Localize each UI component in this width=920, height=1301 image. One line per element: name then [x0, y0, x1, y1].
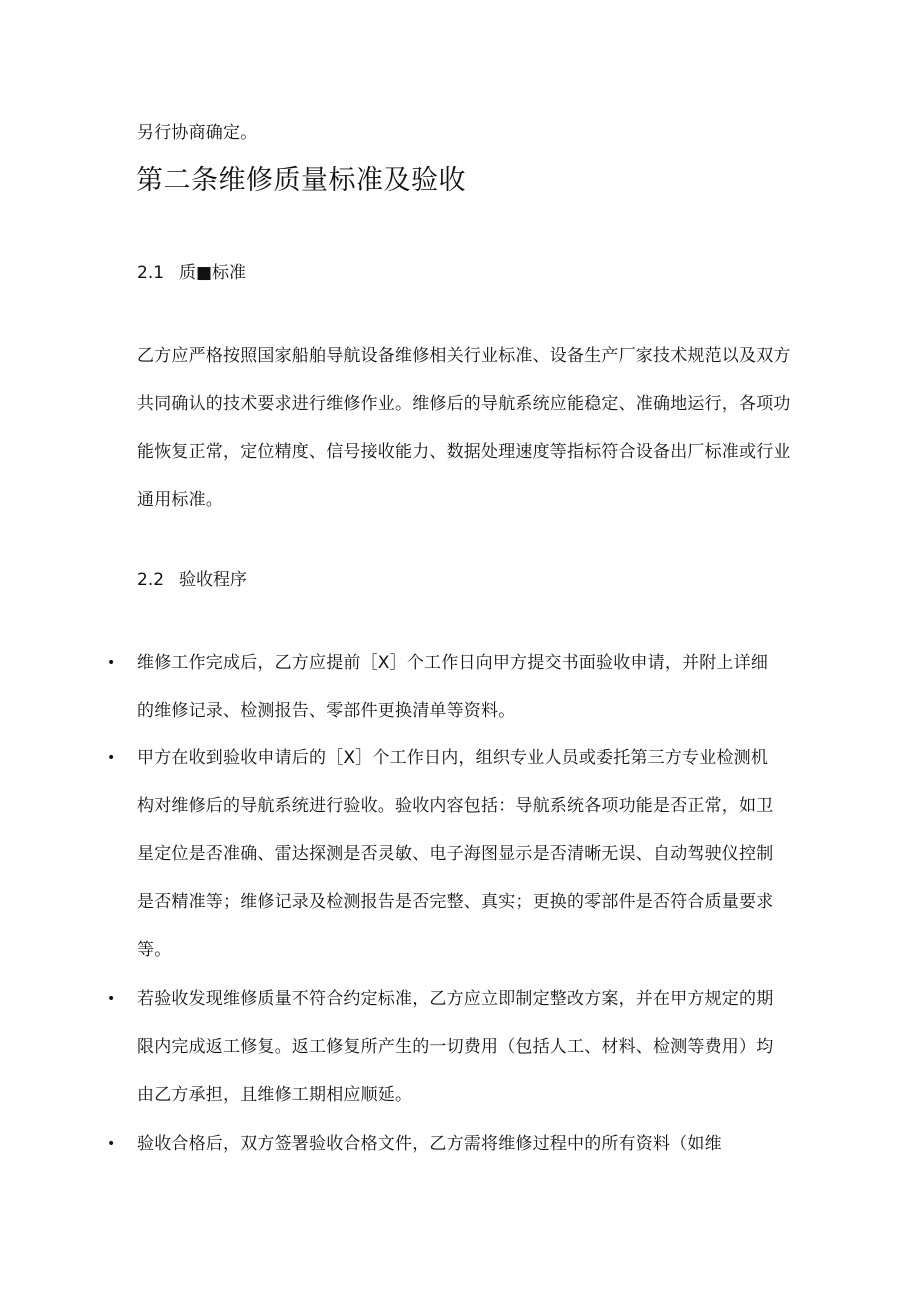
bullet-line: 等。: [137, 940, 172, 960]
subsection-2-1-title: 质■标准: [179, 263, 247, 283]
bullet-line: 是否精准等；维修记录及检测报告是否完整、真实；更换的零部件是否符合质量要求: [137, 892, 774, 912]
intro-line: 另行协商确定。: [137, 123, 258, 143]
bullet-line: 由乙方承担，且维修工期相应顺延。: [137, 1085, 413, 1105]
bullet-line: 构对维修后的导航系统进行验收。验收内容包括：导航系统各项功能是否正常，如卫: [137, 796, 774, 816]
bullet-symbol: •: [107, 991, 116, 1007]
section-title: 第二条维修质量标准及验收: [136, 165, 466, 196]
subsection-2-2-title: 验收程序: [179, 570, 247, 590]
bullet-symbol: •: [107, 655, 116, 671]
paragraph-line: 通用标准。: [137, 490, 223, 510]
paragraph-line: 乙方应严格按照国家船舶导航设备维修相关行业标准、设备生产厂家技术规范以及双方: [137, 346, 791, 366]
bullet-line: 验收合格后，双方签署验收合格文件，乙方需将维修过程中的所有资料（如维: [137, 1134, 722, 1154]
bullet-symbol: •: [107, 750, 116, 766]
bullet-line: 甲方在收到验收申请后的［X］个工作日内，组织专业人员或委托第三方专业检测机: [137, 748, 769, 768]
bullet-line: 维修工作完成后，乙方应提前［X］个工作日向甲方提交书面验收申请，并附上详细: [137, 653, 769, 673]
paragraph-line: 共同确认的技术要求进行维修作业。维修后的导航系统应能稳定、准确地运行，各项功: [137, 394, 791, 414]
bullet-line: 若验收发现维修质量不符合约定标准，乙方应立即制定整改方案，并在甲方规定的期: [137, 989, 774, 1009]
bullet-line: 星定位是否准确、雷达探测是否灵敏、电子海图显示是否清晰无误、自动驾驶仪控制: [137, 844, 774, 864]
bullet-line: 限内完成返工修复。返工修复所产生的一切费用（包括人工、材料、检测等费用）均: [137, 1037, 774, 1057]
bullet-symbol: •: [107, 1136, 116, 1152]
bullet-line: 的维修记录、检测报告、零部件更换清单等资料。: [137, 701, 516, 721]
subsection-2-2-number: 2.2: [137, 570, 165, 590]
subsection-2-1-number: 2.1: [137, 263, 165, 283]
subsection-2-1-heading: [137, 261, 246, 285]
subsection-2-2-heading: [137, 568, 247, 592]
paragraph-line: 能恢复正常，定位精度、信号接收能力、数据处理速度等指标符合设备出厂标准或行业: [137, 442, 791, 462]
